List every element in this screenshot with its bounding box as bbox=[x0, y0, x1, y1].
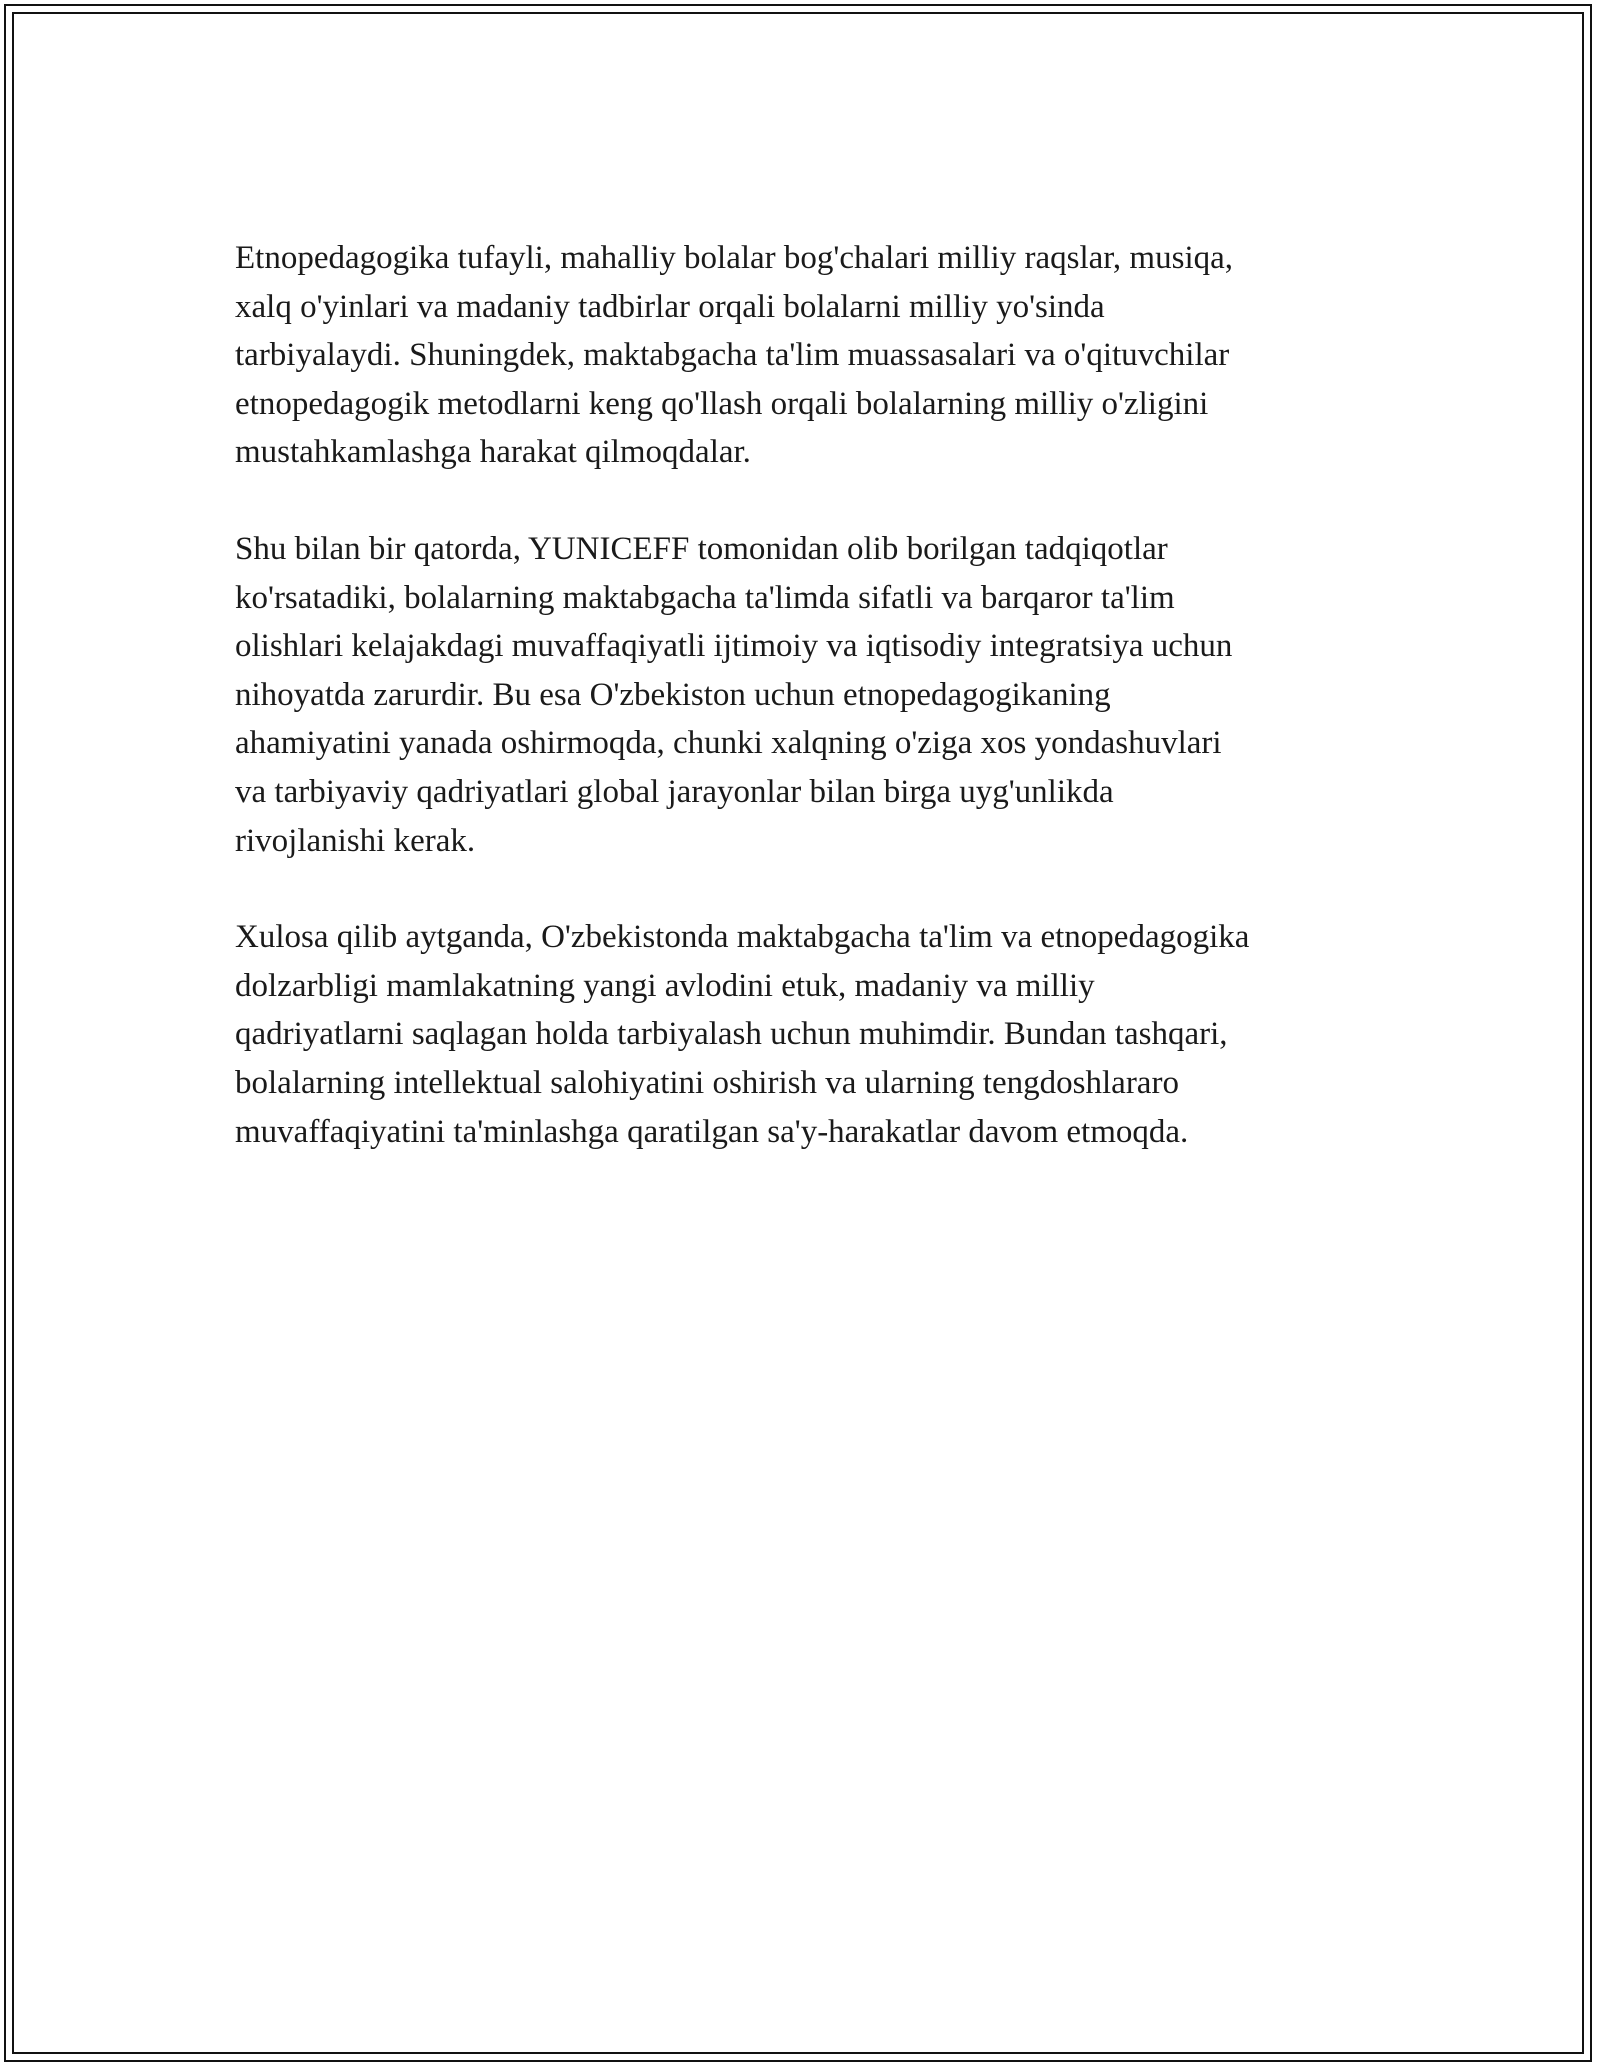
text-line: Shu bilan bir qatorda, YUNICEFF tomonidan olib borilgan tadqiqotlar bbox=[235, 530, 1168, 567]
text-line: etnopedagogik metodlarni keng qo'llash orqali bolalarning milliy o'zligini bbox=[235, 385, 1209, 422]
text-line: va tarbiyaviy qadriyatlari global jarayonlar bilan birga uyg'unlikda bbox=[235, 773, 1114, 810]
text-line: xalq o'yinlari va madaniy tadbirlar orqali bolalarni milliy yo'sinda bbox=[235, 288, 1105, 325]
text-line: ahamiyatini yanada oshirmoqda, chunki xalqning o'ziga xos yondashuvlari bbox=[235, 725, 1222, 762]
text-line: olishlari kelajakdagi muvaffaqiyatli ijtimoiy va iqtisodiy integratsiya uchun bbox=[235, 628, 1233, 665]
paragraph-2 bbox=[235, 525, 1395, 865]
text-line: Etnopedagogika tufayli, mahalliy bolalar bog'chalari milliy raqslar, musiqa, bbox=[235, 240, 1234, 276]
text-line: dolzarbligi mamlakatning yangi avlodini etuk, madaniy va milliy bbox=[235, 967, 1095, 1004]
text-line: bolalarning intellektual salohiyatini oshirish va ularning tengdoshlararo bbox=[235, 1064, 1179, 1101]
text-line: ko'rsatadiki, bolalarning maktabgacha ta'limda sifatli va barqaror ta'lim bbox=[235, 579, 1175, 616]
text-line: qadriyatlarni saqlagan holda tarbiyalash uchun muhimdir. Bundan tashqari, bbox=[235, 1016, 1228, 1053]
paragraph-1 bbox=[235, 234, 1395, 477]
text-line: muvaffaqiyatini ta'minlashga qaratilgan sa'y-harakatlar davom etmoqda. bbox=[235, 1113, 1189, 1150]
text-line: nihoyatda zarurdir. Bu esa O'zbekiston uchun etnopedagogikaning bbox=[235, 676, 1111, 713]
text-line: Xulosa qilib aytganda, O'zbekistonda maktabgacha ta'lim va etnopedagogika bbox=[235, 919, 1250, 956]
text-line: rivojlanishi kerak. bbox=[235, 822, 476, 859]
text-line: mustahkamlashga harakat qilmoqdalar. bbox=[235, 434, 751, 471]
document-body bbox=[235, 234, 1395, 1204]
text-line: tarbiyalaydi. Shuningdek, maktabgacha ta'lim muassasalari va o'qituvchilar bbox=[235, 337, 1230, 374]
paragraph-3 bbox=[235, 913, 1395, 1156]
